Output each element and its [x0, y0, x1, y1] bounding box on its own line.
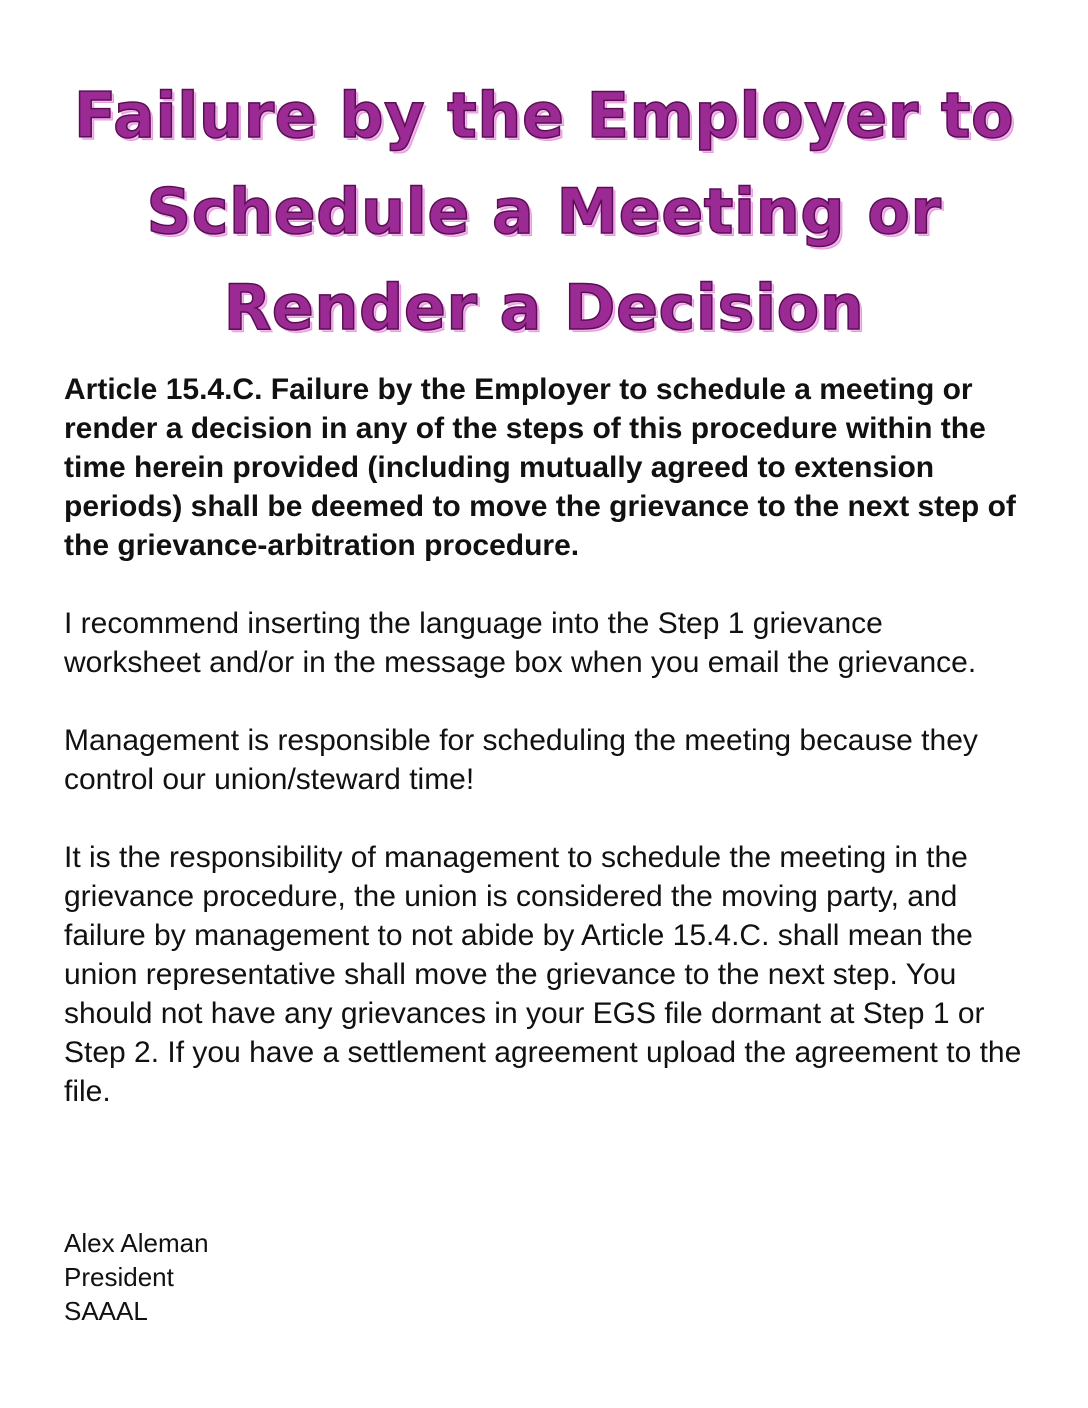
recommendation-paragraph: I recommend inserting the language into the Step 1 grievance worksheet and/or in the message box when you email the grievance.	[64, 607, 977, 679]
title-line-2: Schedule a Meeting or	[146, 175, 942, 248]
title-line-3: Render a Decision	[223, 271, 865, 344]
title-line-1: Failure by the Employer to	[73, 79, 1015, 152]
management-paragraph: Management is responsible for scheduling the meeting because they control our union/steward time!	[64, 724, 978, 796]
signature-block	[64, 1226, 209, 1328]
article-paragraph: Article 15.4.C. Failure by the Employer to schedule a meeting or render a decision in any of the steps of this procedure within the time herein provided (including mutually agreed to extension periods) shall be deemed to move the grievance to the next step of the grievance-arbitration procedure.	[64, 373, 1016, 562]
page-title	[40, 68, 1048, 356]
document-body	[64, 370, 1024, 1150]
signature-org: SAAAL	[64, 1296, 148, 1326]
signature-role: President	[64, 1262, 174, 1292]
signature-name: Alex Aleman	[64, 1228, 209, 1258]
responsibility-paragraph: It is the responsibility of management to schedule the meeting in the grievance procedure, the union is considered the moving party, and failure by management to not abide by Article 15.4.C. shall mean the union representative shall move the grievance to the next step. You should not have any grievances in your EGS file dormant at Step 1 or Step 2. If you have a settlement agreement upload the agreement to the file.	[64, 841, 1022, 1108]
